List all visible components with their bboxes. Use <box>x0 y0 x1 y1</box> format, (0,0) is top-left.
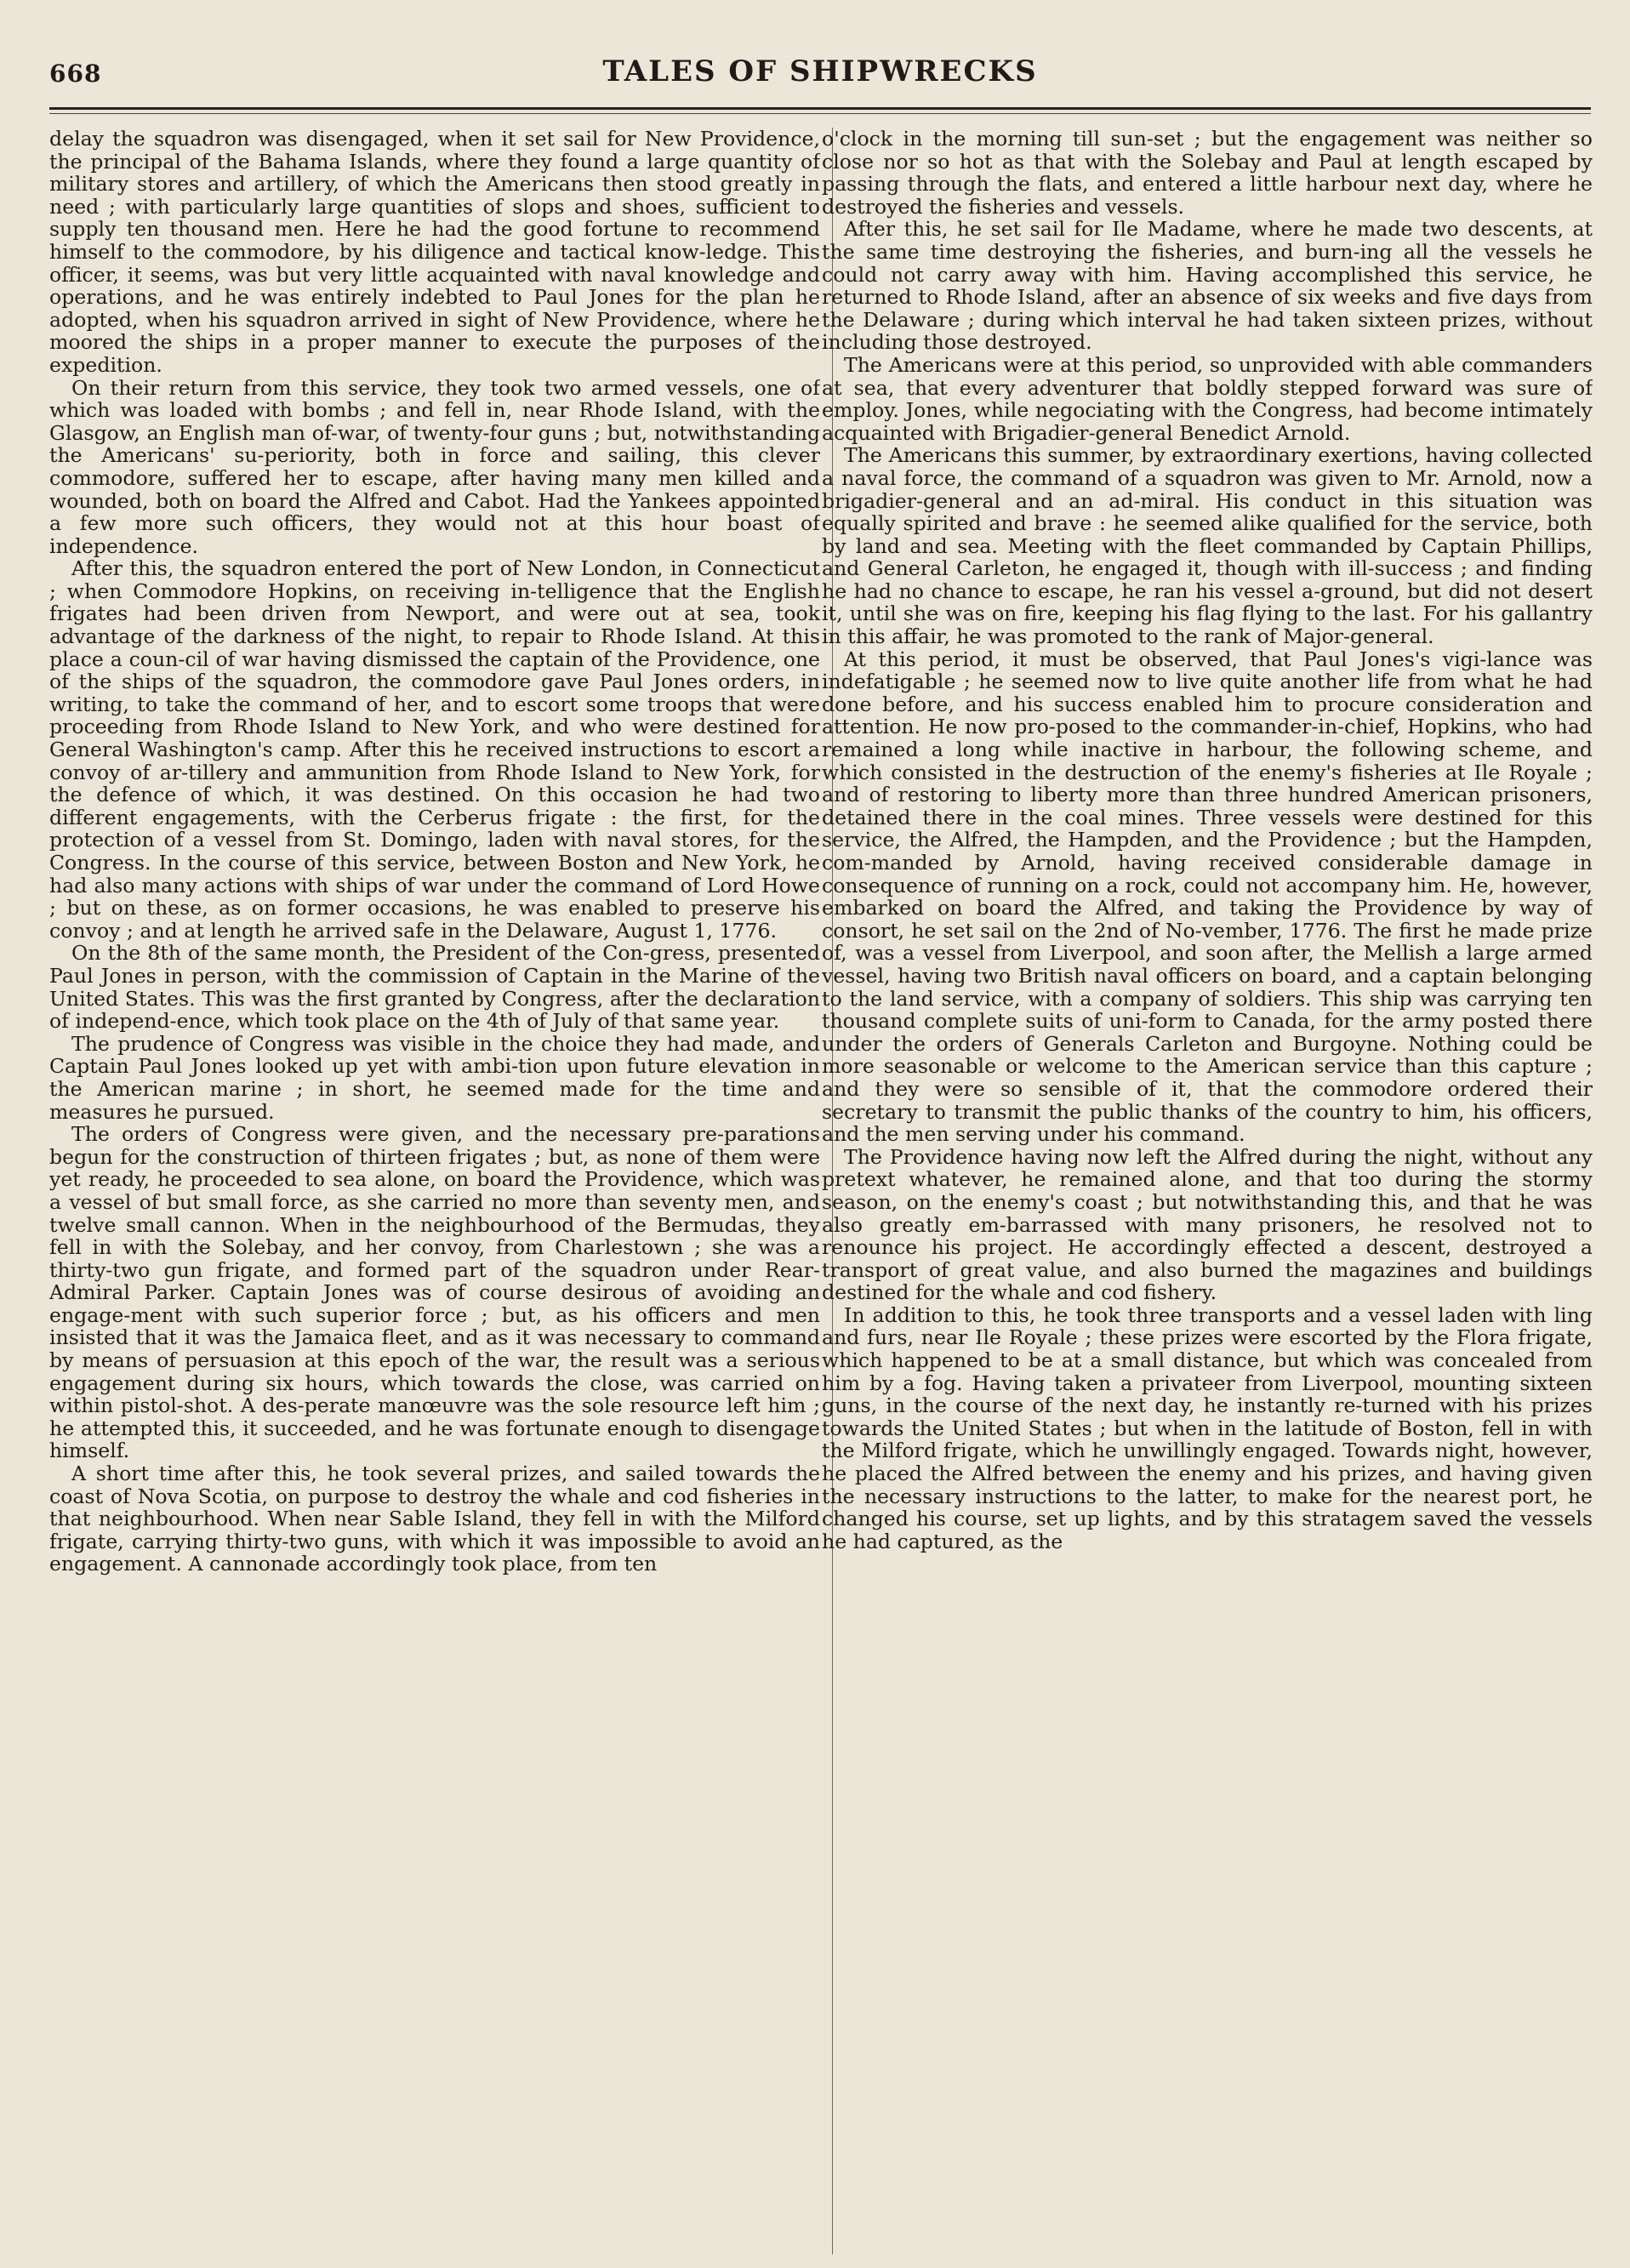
page-number: 668 <box>49 60 102 88</box>
paragraph: On the 8th of the same month, the President of the Con-gress, presented Paul Jones in person, with the commission of Captain in the Marine of the United States. This was the first granted by Congress, after the declaration of independ-ence, which took place on the 4th of July of that same year. <box>49 941 820 1034</box>
paragraph: In addition to this, he took three transports and a vessel laden with ling and furs, near Ile Royale ; these prizes were escorted by the Flora frigate, which happened to be at a small distance, but which was concealed from him by a fog. Having taken a privateer from Liverpool, mounting sixteen guns, in the course of the next day, he instantly re-turned with his prizes towards the United States ; but when in the latitude of Boston, fell in with the Milford frigate, which he unwillingly engaged. Towards night, however, he placed the Alfred between the enemy and his prizes, and having given the necessary instructions to the latter, to make for the nearest port, he changed his course, set up lights, and by this stratagem saved the vessels he had captured, as the <box>822 1302 1593 1553</box>
right-column <box>822 128 1593 2254</box>
left-column <box>49 128 820 2254</box>
paragraph: At this period, it must be observed, that Paul Jones's vigi-lance was indefatigable ; he seemed now to live quite another life from what he had done before, and his success enabled him to procure consideration and attention. He now pro-posed to the commander-in-chief, Hopkins, who had remained a long while inactive in harbour, the following scheme, and which consisted in the destruction of the enemy's fisheries at Ile Royale ; and of restoring to liberty more than three hundred American prisoners, detained there in the coal mines. Three vessels were destined for this service, the Alfred, the Hampden, and the Providence ; but the Hampden, com-manded by Arnold, having received considerable damage in consequence of running on a rock, could not accompany him. He, however, embarked on board the Alfred, and taking the Providence by way of consort, he set sail on the 2nd of No-vember, 1776. The first he made prize of, was a vessel from Liverpool, and soon after, the Mellish a large armed vessel, having two British naval officers on board, and a captain belonging to the land service, with a company of soldiers. This ship was carrying ten thousand complete suits of uni-form to Canada, for the army posted there under the orders of Generals Carleton and Burgoyne. Nothing could be more seasonable or welcome to the American service than this capture ; and they were so sensible of it, that the commodore ordered their secretary to transmit the public thanks of the country to him, his officers, and the men serving under his command. <box>822 647 1593 1147</box>
paragraph: After this, he set sail for Ile Madame, where he made two descents, at the same time destroying the fisheries, and burn-ing all the vessels he could not carry away with him. Having accomplished this service, he returned to Rhode Island, after an absence of six weeks and five days from the Delaware ; during which interval he had taken sixteen prizes, without including those destroyed. <box>822 217 1593 355</box>
page-header <box>49 54 1591 105</box>
paragraph: o'clock in the morning till sun-set ; but the engagement was neither so close nor so hot as that with the Solebay and Paul at length escaped by passing through the flats, and entered a little harbour next day, where he destroyed the fisheries and vessels. <box>822 128 1593 219</box>
paragraph: The prudence of Congress was visible in the choice they had made, and Captain Paul Jones looked up yet with ambi-tion upon future elevation in the American marine ; in short, he seemed made for the time and measures he pursued. <box>49 1031 820 1124</box>
paragraph: The orders of Congress were given, and the necessary pre-parations begun for the construction of thirteen frigates ; but, as none of them were yet ready, he proceeded to sea alone, on board the Providence, which was a vessel of but small force, as she carried no more than seventy men, and twelve small cannon. When in the neighbourhood of the Bermudas, they fell in with the Solebay, and her convoy, from Charlestown ; she was a thirty-two gun frigate, and formed part of the squadron under Rear-Admiral Parker. Captain Jones was of course desirous of avoiding an engage-ment with such superior force ; but, as his officers and men insisted that it was the Jamaica fleet, and as it was necessary to command by means of persuasion at this epoch of the war, the result was a serious engagement during six hours, which towards the close, was carried on within pistol-shot. A des-perate manœuvre was the sole resource left him ; he attempted this, it succeeded, and he was fortunate enough to disengage himself. <box>49 1122 820 1463</box>
header-rule <box>49 107 1591 110</box>
running-title: TALES OF SHIPWRECKS <box>602 54 1038 88</box>
paragraph: The Providence having now left the Alfred during the night, without any pretext whatever, he remained alone, and that too during the stormy season, on the enemy's coast ; but notwithstanding this, and that he was also greatly em-barrassed with many prisoners, he resolved not to renounce his project. He accordingly effected a descent, destroyed a transport of great value, and also burned the magazines and buildings destined for the whale and cod fishery. <box>822 1144 1593 1305</box>
paragraph: After this, the squadron entered the port of New London, in Connecticut ; when Commodore Hopkins, on receiving in-telligence that the English frigates had been driven from Newport, and were out at sea, took advantage of the darkness of the night, to repair to Rhode Island. At this place a coun-cil of war having dismissed the captain of the Providence, one of the ships of the squadron, the commodore gave Paul Jones orders, in writing, to take the command of her, and to escort some troops that were proceeding from Rhode Island to New York, and who were destined for General Washington's camp. After this he received instructions to escort a convoy of ar-tillery and ammunition from Rhode Island to New York, for the defence of which, it was destined. On this occasion he had two different engagements, with the Cerberus frigate : the first, for the protection of a vessel from St. Domingo, laden with naval stores, for the Congress. In the course of this service, between Boston and New York, he had also many actions with ships of war under the command of Lord Howe ; but on these, as on former occasions, he was enabled to preserve his convoy ; and at length he arrived safe in the Delaware, August 1, 1776. <box>49 556 820 943</box>
paragraph: delay the squadron was disengaged, when it set sail for New Providence, the principal of the Bahama Islands, where they found a large quantity of military stores and artillery, of which the Americans then stood greatly in need ; with particularly large quantities of slops and shoes, sufficient to supply ten thousand men. Here he had the good fortune to recommend himself to the commodore, by his diligence and tactical know-ledge. This officer, it seems, was but very little acquainted with naval knowledge and operations, and he was entirely indebted to Paul Jones for the plan he adopted, when his squadron arrived in sight of New Providence, where he moored the ships in a proper manner to execute the purposes of the expedition. <box>49 128 820 377</box>
paragraph: On their return from this service, they took two armed vessels, one of which was loaded with bombs ; and fell in, near Rhode Island, with the Glasgow, an English man of-war, of twenty-four guns ; but, notwithstanding the Americans' su-periority, both in force and sailing, this clever commodore, suffered her to escape, after having many men killed and wounded, both on board the Alfred and Cabot. Had the Yankees appointed a few more such officers, they would not at this hour boast of independence. <box>49 375 820 558</box>
paragraph: The Americans were at this period, so unprovided with able commanders at sea, that every adventurer that boldly stepped forward was sure of employ. Jones, while negociating with the Congress, had become intimately acquainted with Brigadier-general Benedict Arnold. <box>822 352 1593 445</box>
header-rule-thin <box>49 113 1591 114</box>
paragraph: A short time after this, he took several prizes, and sailed towards the coast of Nova Scotia, on purpose to destroy the whale and cod fisheries in that neighbourhood. When near Sable Island, they fell in with the Milford frigate, carrying thirty-two guns, with which it was impossible to avoid an engagement. A cannonade accordingly took place, from ten <box>49 1462 820 1576</box>
paragraph: The Americans this summer, by extraordinary exertions, having collected a naval force, the command of a squadron was given to Mr. Arnold, now a brigadier-general and an ad-miral. His conduct in this situation was equally spirited and brave : he seemed alike qualified for the service, both by land and sea. Meeting with the fleet commanded by Captain Phillips, and General Carleton, he engaged it, though with ill-success ; and finding he had no chance to escape, he ran his vessel a-ground, but did not desert it, until she was on fire, keeping his flag flying to the last. For his gallantry in this affair, he was promoted to the rank of Major-general. <box>822 443 1593 649</box>
